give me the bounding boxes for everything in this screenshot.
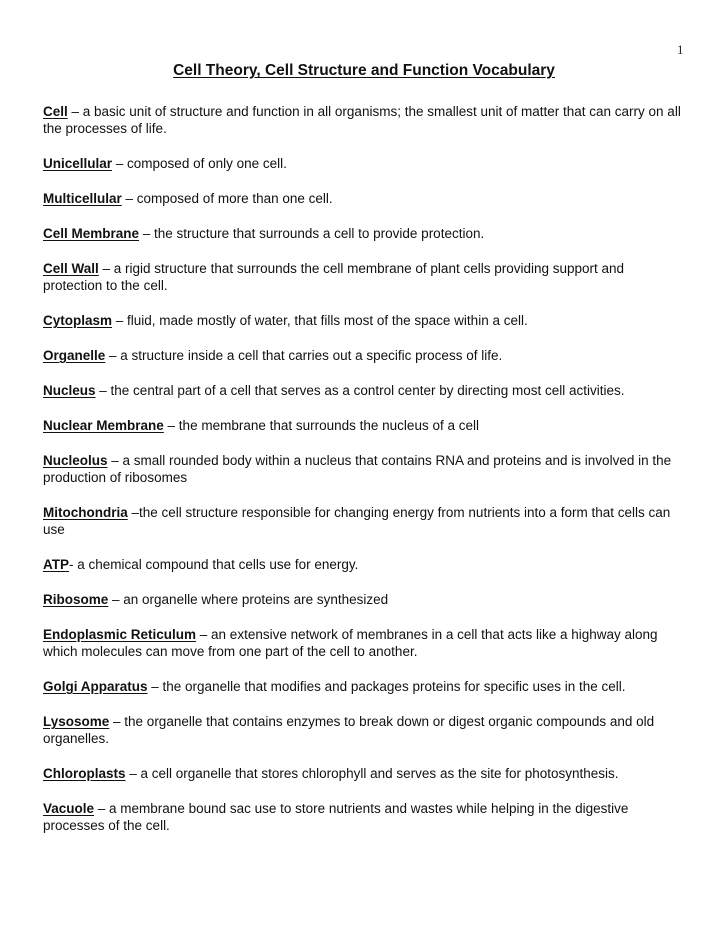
vocab-definition: – a structure inside a cell that carries out a specific process of life.: [105, 348, 503, 363]
vocab-definition: – an organelle where proteins are synthesized: [108, 592, 389, 607]
vocab-term: Organelle: [43, 348, 106, 363]
vocab-definition: – an extensive network of membranes in a cell that acts like a highway along which molecules can move from one part of the cell to another.: [43, 627, 658, 659]
vocab-term: Unicellular: [43, 156, 113, 171]
vocab-entry: [43, 312, 683, 329]
vocab-entry: [43, 225, 683, 242]
vocab-term: Cell: [43, 104, 68, 119]
vocab-entry: [43, 800, 683, 834]
vocab-definition: – composed of only one cell.: [112, 156, 287, 171]
vocab-entry: [43, 678, 683, 695]
vocab-definition: – the central part of a cell that serves as a control center by directing most cell activities.: [95, 383, 625, 398]
vocab-entry: [43, 626, 683, 660]
vocab-term: Chloroplasts: [43, 766, 126, 781]
vocab-term: Endoplasmic Reticulum: [43, 627, 197, 642]
vocab-entry: [43, 103, 683, 137]
vocab-definition: –the cell structure responsible for changing energy from nutrients into a form that cells can use: [43, 505, 671, 537]
vocab-term: Cytoplasm: [43, 313, 113, 328]
vocab-definition: – a membrane bound sac use to store nutrients and wastes while helping in the digestive processes of the cell.: [43, 801, 629, 833]
vocab-term: Ribosome: [43, 592, 109, 607]
vocab-definition: - a chemical compound that cells use for energy.: [69, 557, 359, 572]
vocab-term: ATP: [43, 557, 69, 572]
page-title: Cell Theory, Cell Structure and Function Vocabulary: [173, 62, 555, 79]
vocab-entry: [43, 504, 683, 538]
vocab-term: Multicellular: [43, 191, 122, 206]
vocab-term: Nucleolus: [43, 453, 108, 468]
vocab-entry: [43, 190, 683, 207]
vocab-entry: [43, 347, 683, 364]
vocabulary-list: [43, 103, 683, 834]
vocab-entry: [43, 155, 683, 172]
vocab-term: Lysosome: [43, 714, 110, 729]
vocab-entry: [43, 382, 683, 399]
vocab-definition: – composed of more than one cell.: [121, 191, 333, 206]
vocab-term: Cell Wall: [43, 261, 99, 276]
vocab-entry: [43, 417, 683, 434]
vocab-definition: – fluid, made mostly of water, that fills most of the space within a cell.: [112, 313, 528, 328]
vocab-term: Golgi Apparatus: [43, 679, 148, 694]
vocab-term: Nuclear Membrane: [43, 418, 164, 433]
vocab-definition: – a basic unit of structure and function in all organisms; the smallest unit of matter that can carry on all the processes of life.: [43, 104, 681, 136]
vocab-term: Vacuole: [43, 801, 95, 816]
vocab-entry: [43, 556, 683, 573]
vocab-entry: [43, 713, 683, 747]
vocab-definition: – the organelle that modifies and packages proteins for specific uses in the cell.: [147, 679, 626, 694]
vocab-term: Nucleus: [43, 383, 96, 398]
vocab-entry: [43, 452, 683, 486]
vocab-term: Mitochondria: [43, 505, 128, 520]
vocab-definition: – a rigid structure that surrounds the cell membrane of plant cells providing support and protection to the cell.: [43, 261, 625, 293]
vocab-definition: – a cell organelle that stores chlorophyll and serves as the site for photosynthesis.: [125, 766, 619, 781]
vocab-entry: [43, 260, 683, 294]
page-number: 1: [677, 42, 684, 57]
vocab-definition: – a small rounded body within a nucleus that contains RNA and proteins and is involved in the production of ribosomes: [43, 453, 672, 485]
vocab-entry: [43, 765, 683, 782]
vocab-definition: – the structure that surrounds a cell to provide protection.: [139, 226, 485, 241]
vocab-entry: [43, 591, 683, 608]
vocab-term: Cell Membrane: [43, 226, 140, 241]
vocab-definition: – the organelle that contains enzymes to break down or digest organic compounds and old organelles.: [43, 714, 655, 746]
vocab-definition: – the membrane that surrounds the nucleus of a cell: [163, 418, 479, 433]
